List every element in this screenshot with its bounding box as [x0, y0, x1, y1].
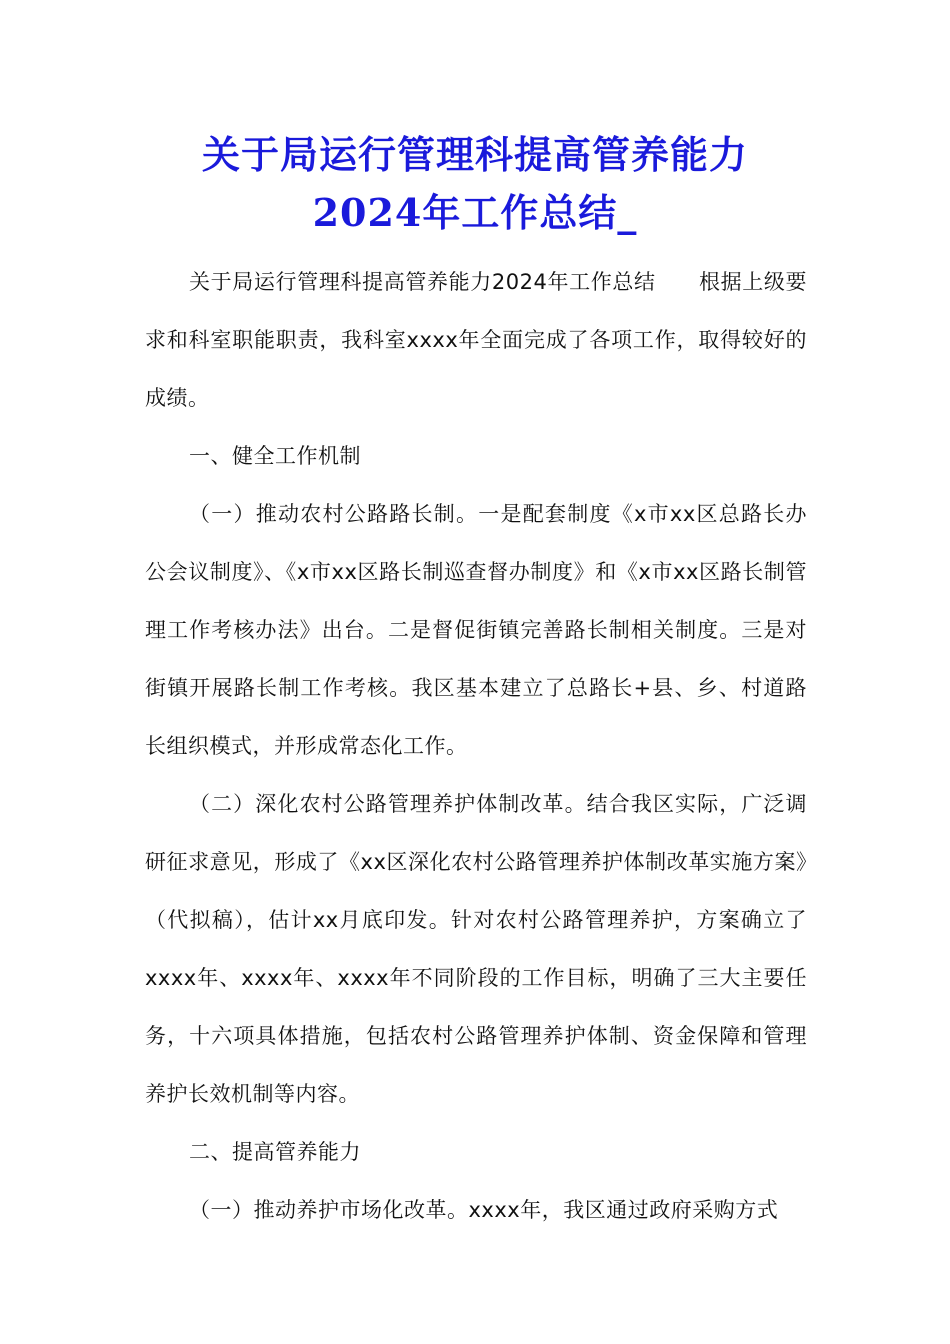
paragraph-road-chief: （一）推动农村公路路长制。一是配套制度《x市xx区总路长办公会议制度》、《x市xx区路长制巡查督办制度》和《x市xx区路长制管理工作考核办法》出台。二是督促街镇完善路长制相关制度。三是对街镇开展路长制工作考核。我区基本建立了总路长+县、乡、村道路长组织模式，并形成常态化工作。	[145, 502, 807, 758]
document-title-line-2: 2024年工作总结_	[312, 190, 638, 235]
paragraph-reform: （二）深化农村公路管理养护体制改革。结合我区实际，广泛调研征求意见，形成了《xx区深化农村公路管理养护体制改革实施方案》（代拟稿），估计xx月底印发。针对农村公路管理养护，方案确立了xxxx年、xxxx年、xxxx年不同阶段的工作目标，明确了三大主要任务，十六项具体措施，包括农村公路管理养护体制、资金保障和管理养护长效机制等内容。	[145, 792, 807, 1106]
paragraph-market-reform: （一）推动养护市场化改革。xxxx年，我区通过政府采购方式	[189, 1198, 779, 1222]
paragraph-intro: 关于局运行管理科提高管养能力2024年工作总结 根据上级要求和科室职能职责，我科室xxxx年全面完成了各项工作，取得较好的成绩。	[145, 270, 807, 410]
section-heading-1: 一、健全工作机制	[189, 444, 361, 468]
document-title-line-1: 关于局运行管理科提高管养能力	[201, 132, 748, 177]
section-heading-2: 二、提高管养能力	[189, 1140, 361, 1164]
document-body	[145, 253, 807, 1239]
